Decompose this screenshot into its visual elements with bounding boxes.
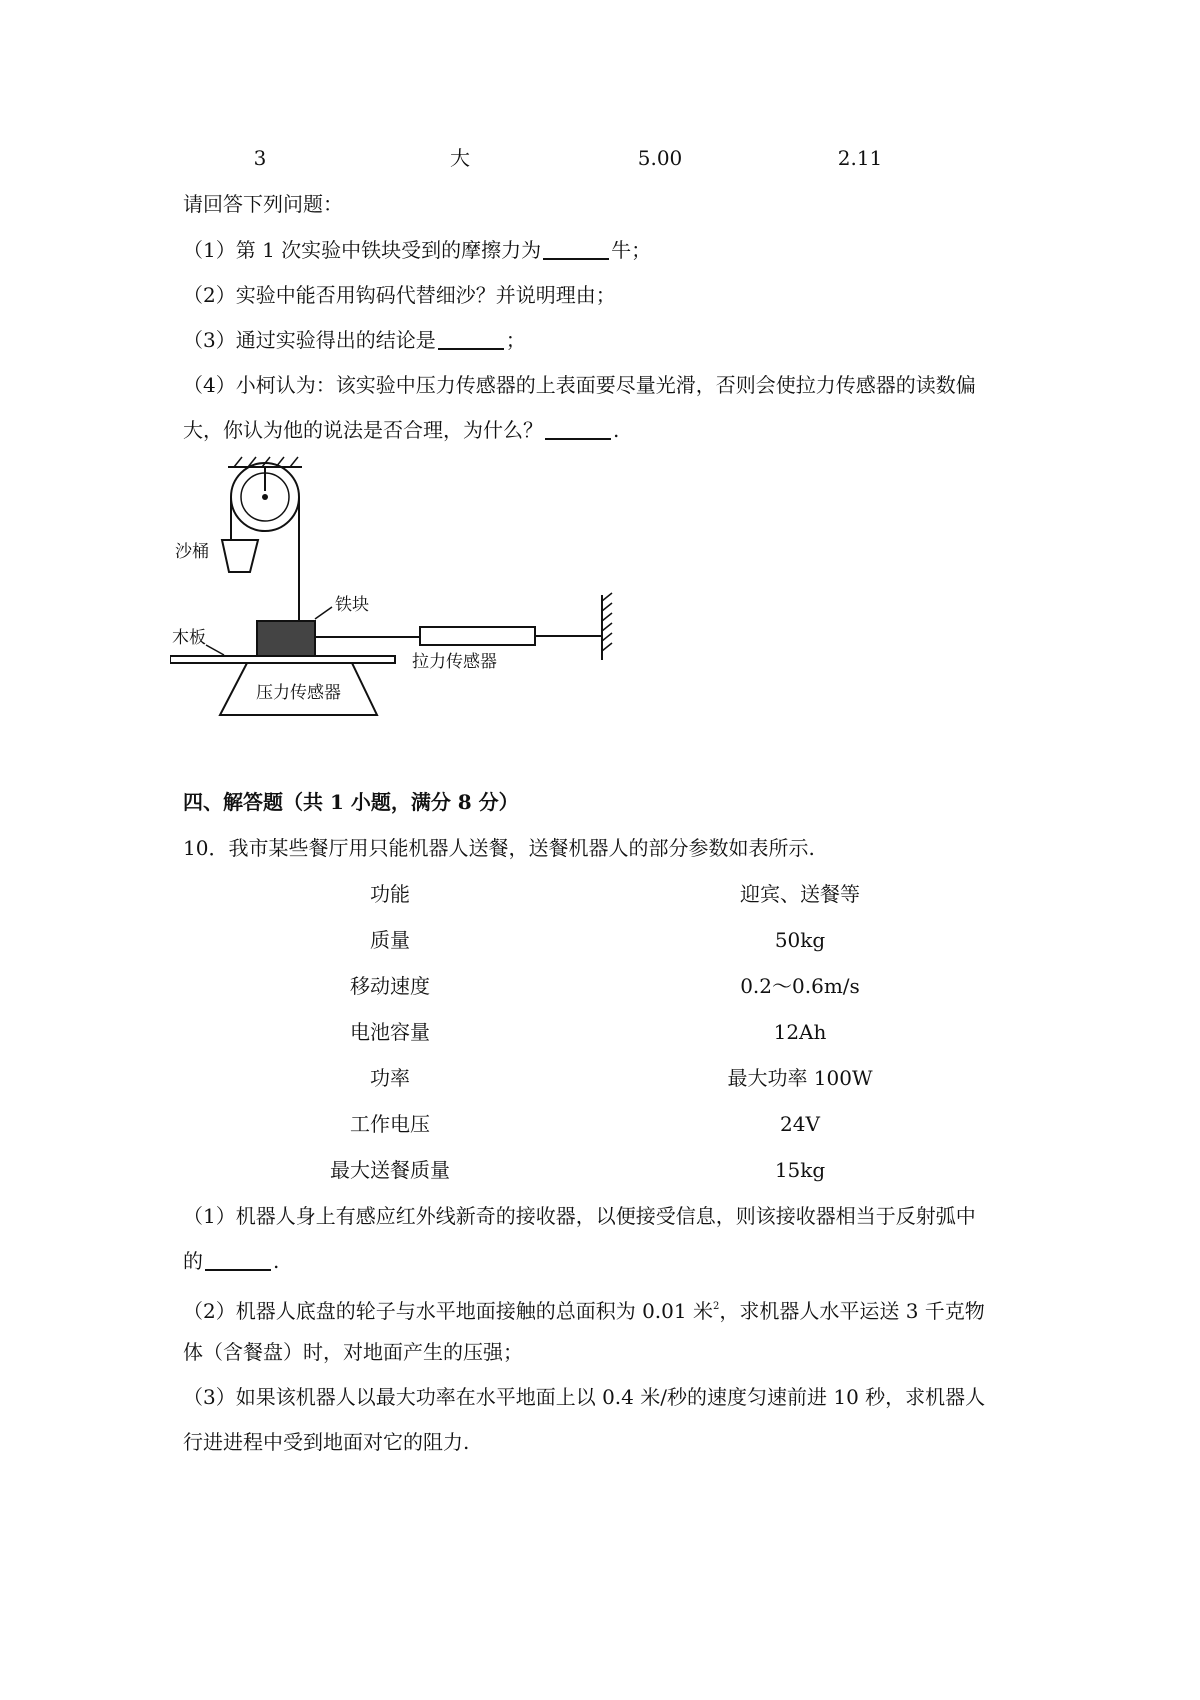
- question-2: （2）实验中能否用钩码代替细沙？并说明理由；: [183, 283, 616, 307]
- table-cell-pressure: 5.00: [637, 146, 683, 170]
- param-value: 50kg: [774, 928, 826, 952]
- question-3: （3）通过实验得出的结论是 ；: [183, 328, 526, 352]
- param-label: 质量: [370, 928, 410, 952]
- subquestion-1-line-2: 的 .: [183, 1249, 280, 1273]
- section-heading: 四、解答题（共 1 小题，满分 8 分）: [183, 790, 519, 814]
- question-10-intro: 10．我市某些餐厅用只能机器人送餐，送餐机器人的部分参数如表所示.: [183, 836, 815, 860]
- param-label: 功能: [370, 882, 410, 906]
- question-1: （1）第 1 次实验中铁块受到的摩擦力为 牛；: [183, 238, 652, 262]
- table-cell-size: 大: [450, 146, 470, 170]
- param-label: 工作电压: [350, 1112, 430, 1136]
- subquestion-3-line-2: 行进进程中受到地面对它的阻力.: [183, 1430, 470, 1454]
- subquestion-2-line-2: 体（含餐盘）时，对地面产生的压强；: [183, 1340, 523, 1364]
- bucket-label: 沙桶: [175, 542, 209, 562]
- iron-block: [257, 621, 315, 656]
- table-cell-trial: 3: [253, 146, 267, 170]
- subquestion-1-line-1: （1）机器人身上有感应红外线新奇的接收器，以便接受信息，则该接收器相当于反射弧中: [183, 1204, 976, 1228]
- answer-blank: [205, 1249, 271, 1271]
- param-value: 15kg: [774, 1158, 826, 1182]
- question-4-line-2: 大，你认为他的说法是否合理，为什么？ .: [183, 418, 620, 442]
- wood-board: [170, 656, 395, 663]
- param-value: 24V: [780, 1112, 820, 1136]
- wood-board-label: 木板: [172, 628, 206, 648]
- param-value: 0.2～0.6m/s: [740, 974, 860, 998]
- table-cell-pull: 2.11: [837, 146, 883, 170]
- param-label: 功率: [370, 1066, 410, 1090]
- question-4-line-1: （4）小柯认为：该实验中压力传感器的上表面要尽量光滑，否则会使拉力传感器的读数偏: [183, 373, 976, 397]
- pull-sensor: [420, 627, 535, 645]
- param-value: 最大功率 100W: [727, 1066, 873, 1090]
- intro-text: 请回答下列问题：: [183, 192, 343, 216]
- iron-block-label: 铁块: [335, 595, 369, 615]
- answer-blank: [438, 328, 504, 350]
- param-label: 电池容量: [350, 1020, 430, 1044]
- sand-bucket-icon: [222, 540, 258, 572]
- pressure-sensor-label: 压力传感器: [256, 683, 341, 703]
- subquestion-3-line-1: （3）如果该机器人以最大功率在水平地面上以 0.4 米/秒的速度匀速前进 10 秒，求机器人: [183, 1385, 986, 1409]
- subquestion-2-line-1: （2）机器人底盘的轮子与水平地面接触的总面积为 0.01 米$^2$，求机器人水平运送 3 千克物: [183, 1299, 985, 1323]
- answer-blank: [543, 238, 609, 260]
- param-value: 迎宾、送餐等: [740, 882, 860, 906]
- param-value: 12Ah: [773, 1020, 827, 1044]
- param-label: 最大送餐质量: [330, 1158, 450, 1182]
- param-label: 移动速度: [350, 974, 430, 998]
- pull-sensor-label: 拉力传感器: [412, 652, 497, 672]
- experiment-figure: [170, 455, 615, 725]
- answer-blank: [545, 418, 611, 440]
